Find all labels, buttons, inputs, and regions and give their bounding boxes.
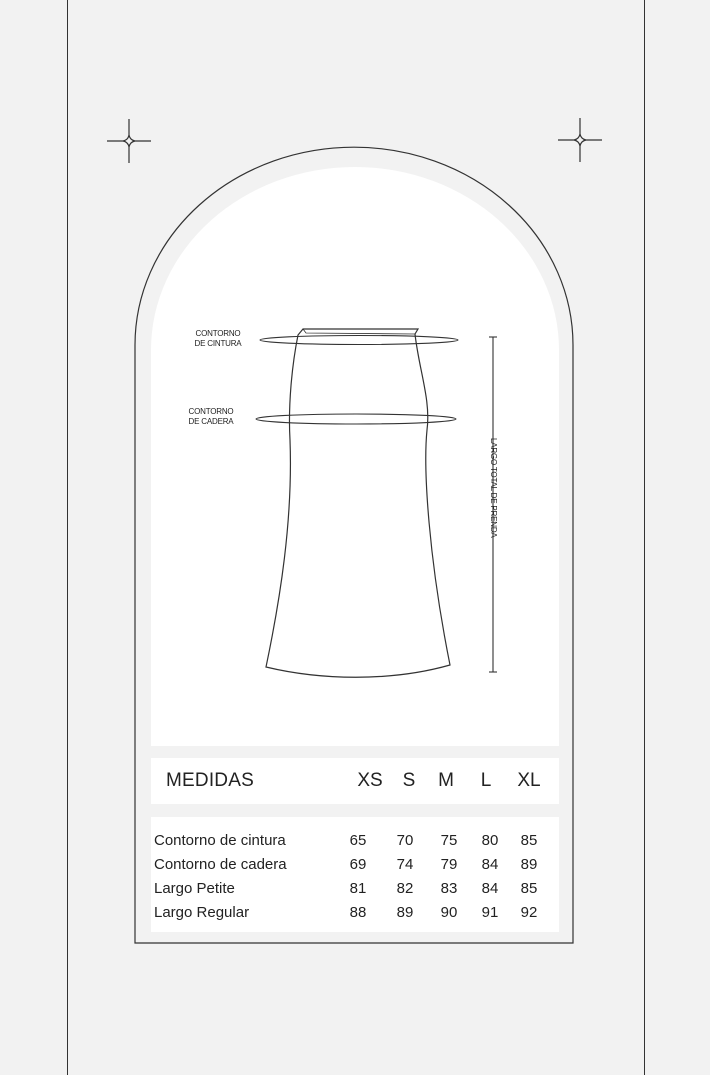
table-cell: 85 [520, 880, 538, 897]
table-cell: 70 [396, 832, 414, 849]
table-cell: 89 [520, 856, 538, 873]
table-cell: 69 [349, 856, 367, 873]
size-header-xl: XL [517, 770, 541, 791]
sparkle-icon [558, 118, 602, 162]
table-cell: 74 [396, 856, 414, 873]
size-header-l: L [480, 770, 492, 791]
size-table [151, 817, 559, 932]
table-cell: 84 [481, 856, 499, 873]
table-cell: 84 [481, 880, 499, 897]
row-label: Largo Regular [154, 904, 250, 921]
skirt-outline [266, 329, 450, 677]
length-label: LARGO TOTAL DE PRENDA [489, 438, 498, 538]
size-table-header [151, 758, 559, 804]
waist-label [185, 329, 251, 349]
size-header-s: S [402, 770, 416, 791]
row-label: Contorno de cadera [154, 856, 287, 873]
hip-label [178, 407, 244, 427]
table-row [151, 904, 559, 928]
table-cell: 65 [349, 832, 367, 849]
row-label: Contorno de cintura [154, 832, 286, 849]
table-row [151, 832, 559, 856]
hip-label-line2: DE CADERA [188, 417, 234, 426]
waist-label-line2: DE CINTURA [194, 339, 242, 348]
row-label: Largo Petite [154, 880, 235, 897]
table-cell: 82 [396, 880, 414, 897]
table-cell: 89 [396, 904, 414, 921]
table-cell: 75 [440, 832, 458, 849]
table-cell: 79 [440, 856, 458, 873]
table-cell: 83 [440, 880, 458, 897]
table-row [151, 880, 559, 904]
table-cell: 88 [349, 904, 367, 921]
table-cell: 85 [520, 832, 538, 849]
waist-label-line1: CONTORNO [195, 329, 241, 338]
table-cell: 81 [349, 880, 367, 897]
hip-label-line1: CONTORNO [188, 407, 234, 416]
sparkle-icon [107, 119, 151, 163]
table-cell: 90 [440, 904, 458, 921]
table-row [151, 856, 559, 880]
table-cell: 80 [481, 832, 499, 849]
size-header-xs: XS [357, 770, 383, 791]
table-title: MEDIDAS [166, 770, 254, 791]
table-cell: 91 [481, 904, 499, 921]
size-header-m: M [438, 770, 454, 791]
table-cell: 92 [520, 904, 538, 921]
